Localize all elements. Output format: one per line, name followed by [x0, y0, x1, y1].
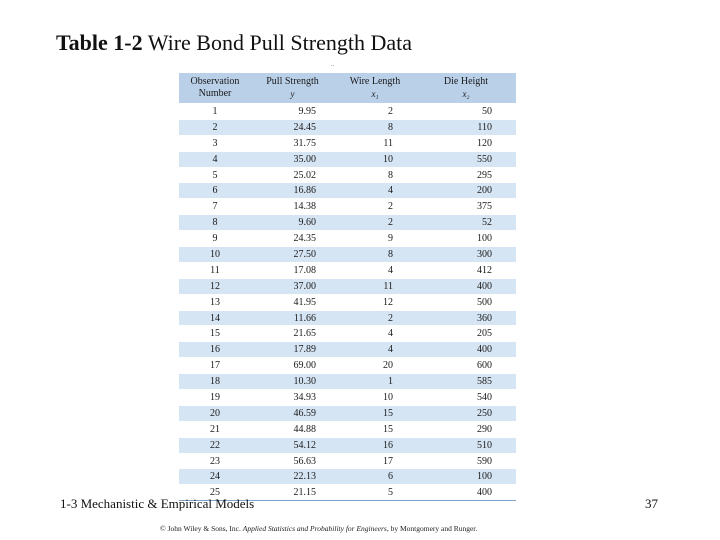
cell-die-height-value: 290 [477, 423, 492, 435]
cell-observation-value: 13 [210, 296, 220, 308]
cell-observation-value: 6 [212, 185, 218, 197]
cell-die-height [416, 405, 516, 421]
header-wire-length-line1: Wire Length [349, 76, 401, 87]
cell-pull-strength [251, 278, 334, 294]
cell-observation [179, 374, 251, 390]
cell-wire-length [334, 215, 416, 231]
cell-observation [179, 151, 251, 167]
header-die-height [416, 73, 516, 104]
cell-pull-strength-value: 56.63 [293, 455, 316, 467]
cell-observation-value: 16 [210, 344, 220, 356]
table-row [179, 215, 516, 231]
cell-wire-length [334, 278, 416, 294]
cell-pull-strength-value: 21.65 [293, 328, 316, 340]
cell-pull-strength-value: 54.12 [293, 439, 316, 451]
cell-die-height-value: 585 [477, 376, 492, 388]
cell-die-height [416, 453, 516, 469]
cell-wire-length-value: 4 [388, 328, 393, 340]
cell-die-height-value: 540 [477, 391, 492, 403]
cell-die-height [416, 183, 516, 199]
cell-pull-strength [251, 104, 334, 120]
cell-observation [179, 278, 251, 294]
cell-wire-length-value: 4 [388, 344, 393, 356]
cell-wire-length-value: 8 [388, 121, 393, 133]
cell-pull-strength-value: 41.95 [293, 296, 316, 308]
cell-observation-value: 15 [210, 328, 220, 340]
cell-die-height-value: 360 [477, 312, 492, 324]
cell-pull-strength-value: 11.66 [293, 312, 316, 324]
cell-die-height-value: 250 [477, 407, 492, 419]
cell-die-height-value: 50 [482, 105, 492, 117]
cell-pull-strength [251, 326, 334, 342]
cell-wire-length-value: 2 [388, 217, 393, 229]
header-wire-length [334, 73, 416, 104]
cell-die-height-value: 295 [477, 169, 492, 181]
cell-pull-strength [251, 342, 334, 358]
slide-title [56, 30, 412, 56]
cell-pull-strength-value: 31.75 [293, 137, 316, 149]
cell-pull-strength [251, 421, 334, 437]
cell-observation [179, 104, 251, 120]
cell-observation-value: 24 [210, 471, 220, 483]
cell-observation [179, 405, 251, 421]
cell-wire-length [334, 294, 416, 310]
cell-observation [179, 183, 251, 199]
table-row [179, 294, 516, 310]
cell-die-height-value: 205 [477, 328, 492, 340]
cell-wire-length-value: 16 [383, 439, 393, 451]
cell-observation [179, 119, 251, 135]
cell-observation [179, 390, 251, 406]
cell-pull-strength-value: 34.93 [293, 391, 316, 403]
cell-observation [179, 342, 251, 358]
header-die-height-symbol: x₂ [462, 89, 470, 99]
cell-die-height [416, 119, 516, 135]
cell-die-height [416, 278, 516, 294]
table-row [179, 358, 516, 374]
cell-pull-strength [251, 405, 334, 421]
cell-die-height-value: 600 [477, 360, 492, 372]
cell-die-height [416, 231, 516, 247]
cell-pull-strength [251, 215, 334, 231]
cell-pull-strength-value: 37.00 [293, 280, 316, 292]
header-observation-line1: Observation [190, 76, 240, 87]
cell-die-height-value: 550 [477, 153, 492, 165]
cell-observation-value: 14 [210, 312, 220, 324]
cell-observation [179, 437, 251, 453]
cell-observation-value: 21 [210, 423, 220, 435]
cell-observation-value: 10 [210, 248, 220, 260]
cell-die-height [416, 151, 516, 167]
copyright-authors: , by Montgomery and Runger. [386, 524, 478, 533]
cell-die-height-value: 120 [477, 137, 492, 149]
cell-die-height [416, 167, 516, 183]
cell-wire-length-value: 15 [383, 423, 393, 435]
cell-wire-length [334, 437, 416, 453]
table-number: Table 1-2 [56, 30, 143, 55]
header-pull-strength [251, 73, 334, 104]
cell-pull-strength-value: 35.00 [293, 153, 316, 165]
cell-pull-strength [251, 183, 334, 199]
cell-pull-strength-value: 44.88 [293, 423, 316, 435]
cell-wire-length [334, 199, 416, 215]
cell-pull-strength [251, 247, 334, 263]
cell-wire-length [334, 342, 416, 358]
cell-wire-length [334, 358, 416, 374]
cell-wire-length-value: 2 [388, 201, 393, 213]
cell-wire-length [334, 405, 416, 421]
cell-pull-strength-value: 9.95 [298, 105, 316, 117]
cell-observation [179, 326, 251, 342]
cell-die-height [416, 262, 516, 278]
cell-pull-strength [251, 485, 334, 501]
cell-pull-strength [251, 231, 334, 247]
cell-wire-length [334, 247, 416, 263]
cell-die-height [416, 215, 516, 231]
header-wire-length-symbol: x₁ [371, 89, 379, 99]
cell-wire-length [334, 453, 416, 469]
cell-pull-strength-value: 24.35 [293, 233, 316, 245]
cell-wire-length [334, 326, 416, 342]
cell-die-height [416, 469, 516, 485]
cell-pull-strength [251, 310, 334, 326]
cell-observation-value: 19 [210, 391, 220, 403]
cell-die-height-value: 110 [477, 121, 492, 133]
cell-die-height [416, 342, 516, 358]
cell-observation-value: 20 [210, 407, 220, 419]
cell-observation [179, 310, 251, 326]
cell-die-height-value: 590 [477, 455, 492, 467]
copyright-book-title: Applied Statistics and Probability for Engineers [242, 524, 387, 533]
cell-wire-length-value: 2 [388, 312, 393, 324]
cell-die-height-value: 100 [477, 471, 492, 483]
table-row [179, 104, 516, 120]
cell-wire-length-value: 15 [383, 407, 393, 419]
table-row [179, 151, 516, 167]
header-die-height-line1: Die Height [443, 76, 489, 87]
cell-wire-length-value: 8 [388, 248, 393, 260]
cell-die-height-value: 300 [477, 248, 492, 260]
cell-wire-length-value: 10 [383, 153, 393, 165]
cell-pull-strength-value: 21.15 [293, 487, 316, 499]
table-row [179, 231, 516, 247]
cell-die-height [416, 374, 516, 390]
cell-pull-strength [251, 119, 334, 135]
cell-observation [179, 199, 251, 215]
cell-pull-strength [251, 151, 334, 167]
cell-pull-strength [251, 390, 334, 406]
table-header-row [179, 73, 516, 104]
header-pull-strength-line1: Pull Strength [266, 76, 319, 87]
cell-wire-length-value: 1 [388, 376, 393, 388]
table-row [179, 310, 516, 326]
table-row [179, 437, 516, 453]
cell-die-height-value: 200 [477, 185, 492, 197]
cell-pull-strength [251, 167, 334, 183]
cell-wire-length-value: 8 [388, 169, 393, 181]
cell-observation [179, 262, 251, 278]
cell-die-height [416, 247, 516, 263]
cell-observation-value: 5 [212, 169, 218, 181]
table-row [179, 342, 516, 358]
cell-die-height-value: 400 [477, 280, 492, 292]
cell-observation-value: 7 [212, 201, 218, 213]
table-row [179, 135, 516, 151]
cell-wire-length [334, 104, 416, 120]
cell-pull-strength-value: 27.50 [293, 248, 316, 260]
cell-pull-strength-value: 17.89 [293, 344, 316, 356]
wire-bond-data-table [179, 73, 516, 501]
cell-die-height-value: 400 [477, 487, 492, 499]
table-row [179, 247, 516, 263]
cell-die-height [416, 135, 516, 151]
cell-die-height [416, 310, 516, 326]
cell-observation [179, 231, 251, 247]
table-row [179, 405, 516, 421]
cell-pull-strength-value: 24.45 [293, 121, 316, 133]
cell-wire-length [334, 262, 416, 278]
table-row [179, 453, 516, 469]
cell-wire-length-value: 20 [383, 360, 393, 372]
cell-observation-value: 18 [210, 376, 220, 388]
cell-observation-value: 17 [210, 360, 220, 372]
cell-pull-strength-value: 46.59 [293, 407, 316, 419]
cell-observation-value: 11 [210, 264, 220, 276]
cell-die-height-value: 500 [477, 296, 492, 308]
cell-wire-length-value: 4 [388, 264, 393, 276]
cell-pull-strength-value: 16.86 [293, 185, 316, 197]
copyright-notice [160, 524, 477, 533]
cell-die-height [416, 390, 516, 406]
cell-observation [179, 469, 251, 485]
cell-pull-strength-value: 14.38 [293, 201, 316, 213]
cell-pull-strength [251, 437, 334, 453]
cell-observation-value: 9 [212, 233, 218, 245]
cell-die-height [416, 437, 516, 453]
cell-wire-length-value: 5 [388, 487, 393, 499]
table-row [179, 199, 516, 215]
cell-observation [179, 135, 251, 151]
cell-wire-length [334, 421, 416, 437]
table-row [179, 183, 516, 199]
cell-wire-length [334, 310, 416, 326]
table-row [179, 421, 516, 437]
cell-wire-length [334, 151, 416, 167]
cell-pull-strength [251, 469, 334, 485]
cell-pull-strength [251, 199, 334, 215]
cell-observation-value: 1 [212, 105, 218, 117]
header-observation [179, 73, 251, 104]
cell-pull-strength [251, 374, 334, 390]
table-row [179, 374, 516, 390]
cell-observation [179, 294, 251, 310]
cell-pull-strength [251, 358, 334, 374]
cell-die-height-value: 510 [477, 439, 492, 451]
cell-pull-strength [251, 453, 334, 469]
scan-mark: .. [331, 60, 335, 68]
cell-die-height [416, 421, 516, 437]
cell-die-height [416, 199, 516, 215]
cell-wire-length-value: 11 [383, 137, 393, 149]
cell-observation-value: 8 [212, 217, 218, 229]
cell-observation [179, 421, 251, 437]
cell-observation-value: 12 [210, 280, 220, 292]
table-row [179, 262, 516, 278]
cell-observation [179, 247, 251, 263]
cell-wire-length [334, 485, 416, 501]
cell-pull-strength [251, 294, 334, 310]
cell-observation-value: 3 [212, 137, 218, 149]
cell-wire-length [334, 119, 416, 135]
cell-wire-length-value: 2 [388, 105, 393, 117]
cell-wire-length-value: 11 [383, 280, 393, 292]
cell-die-height [416, 326, 516, 342]
copyright-publisher: © John Wiley & Sons, Inc. [160, 524, 241, 533]
table-row [179, 390, 516, 406]
cell-wire-length [334, 135, 416, 151]
table-body [179, 104, 516, 501]
cell-pull-strength-value: 22.13 [293, 471, 316, 483]
cell-die-height-value: 375 [477, 201, 492, 213]
table-row [179, 119, 516, 135]
cell-pull-strength-value: 9.60 [298, 217, 316, 229]
cell-wire-length-value: 6 [388, 471, 393, 483]
section-footer: 1-3 Mechanistic & Empirical Models [60, 496, 255, 511]
cell-observation-value: 25 [210, 487, 220, 499]
cell-wire-length [334, 390, 416, 406]
cell-die-height [416, 294, 516, 310]
cell-pull-strength-value: 17.08 [293, 264, 316, 276]
cell-observation [179, 167, 251, 183]
cell-wire-length-value: 17 [383, 455, 393, 467]
cell-die-height [416, 104, 516, 120]
cell-die-height [416, 485, 516, 501]
cell-wire-length-value: 9 [388, 233, 393, 245]
cell-die-height [416, 358, 516, 374]
cell-die-height-value: 412 [477, 264, 492, 276]
cell-die-height-value: 400 [477, 344, 492, 356]
data-table-container [179, 73, 516, 501]
cell-die-height-value: 52 [482, 217, 492, 229]
table-caption: Wire Bond Pull Strength Data [147, 30, 413, 55]
cell-wire-length [334, 374, 416, 390]
cell-pull-strength [251, 135, 334, 151]
cell-pull-strength-value: 25.02 [293, 169, 316, 181]
cell-observation [179, 215, 251, 231]
cell-pull-strength-value: 10.30 [293, 376, 316, 388]
cell-pull-strength [251, 262, 334, 278]
header-observation-line2: Number [198, 88, 232, 99]
cell-observation-value: 22 [210, 439, 220, 451]
table-row [179, 326, 516, 342]
page-number: 37 [645, 496, 658, 511]
cell-wire-length-value: 4 [388, 185, 393, 197]
cell-wire-length [334, 231, 416, 247]
cell-observation-value: 2 [212, 121, 218, 133]
cell-die-height-value: 100 [477, 233, 492, 245]
table-row [179, 469, 516, 485]
cell-wire-length [334, 469, 416, 485]
header-pull-strength-symbol: y [290, 89, 295, 99]
cell-wire-length-value: 12 [383, 296, 393, 308]
cell-wire-length [334, 183, 416, 199]
cell-observation [179, 453, 251, 469]
table-row [179, 278, 516, 294]
cell-wire-length-value: 10 [383, 391, 393, 403]
table-row [179, 167, 516, 183]
cell-wire-length [334, 167, 416, 183]
cell-observation-value: 23 [210, 455, 220, 467]
cell-pull-strength-value: 69.00 [293, 360, 316, 372]
cell-observation [179, 358, 251, 374]
cell-observation-value: 4 [212, 153, 218, 165]
